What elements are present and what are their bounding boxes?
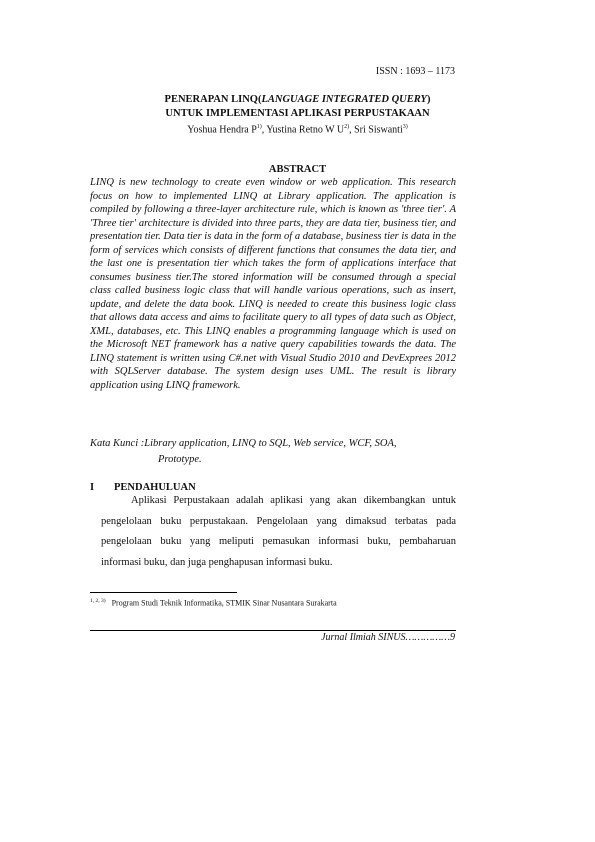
keywords-label: Kata Kunci : (90, 438, 145, 449)
footnote (90, 598, 337, 608)
author-2-name: , Yustina Retno W U (261, 124, 345, 136)
footer-divider (90, 630, 456, 631)
abstract-heading: ABSTRACT (268, 164, 327, 175)
title-italic-part: LANGUAGE INTEGRATED QUERY (261, 94, 427, 105)
journal-footer: Jurnal Ilmiah SINUS……………9 (321, 632, 455, 643)
keywords-line-2: Prototype. (158, 454, 202, 465)
section-title: PENDAHULUAN (114, 482, 196, 493)
keywords-line-1: Library application, LINQ to SQL, Web service, WCF, SOA, (144, 438, 397, 449)
footnote-marks: 1, 2, 3) (90, 598, 106, 604)
author-1-name: Yoshua Hendra P (187, 124, 257, 136)
paper-title-line-1 (0, 94, 595, 105)
footnote-text: Program Studi Teknik Informatika, STMIK Sinar Nusantara Surakarta (111, 598, 337, 608)
title-suffix: ) (426, 94, 431, 105)
section-body: Aplikasi Perpustakaan adalah aplikasi yang akan dikembangkan untuk pengelolaan buku perpustakaan. Pengelolaan yang dimaksud terbatas pada pengelolaan buku yang meliputi pemasukan informasi buku, pembaharuan informasi buku, dan juga penghapusan informasi buku. (101, 495, 456, 568)
author-3-name: , Sri Siswanti (349, 124, 403, 136)
section-number: I (90, 482, 95, 493)
author-3-affiliation-mark: 3) (402, 124, 408, 130)
abstract-body: LINQ is new technology to create even window or web application. This research focus on how to implemented LINQ at Library application. The application is compiled by following a three-layer architecture rule, which is known as 'three tier'. A 'Three tier' architecture is divided into three parts, they are data tier, business tier, and presentation tier. Data tier is data in the form of a database, business tier is data in the form of services which consists of different functions that consumes the data tier, and the last one is presentation tier which takes the form of applications interface that consumes business tier.The stored information will be consumed through a special class called business logic class that will handle various operations, such as insert, update, and delete the data book. LINQ is needed to create this business logic class that allows data access and aims to facilitate query to all types of data such as Object, XML, databases, etc. This LINQ enables a programming language which is used on the Microsoft NET framework has a native query capabilities towards the data. The LINQ statement is written using C#.net with Visual Studio 2010 and DevExprees 2012 with SQLServer database. The system design uses UML. The result is library application using LINQ framework. (90, 177, 456, 391)
author-2-affiliation-mark: 2) (344, 124, 350, 130)
author-1-affiliation-mark: 1) (256, 124, 262, 130)
issn-number: ISSN : 1693 – 1173 (375, 66, 455, 77)
paper-title-line-2: UNTUK IMPLEMENTASI APLIKASI PERPUSTAKAAN (165, 108, 430, 119)
title-prefix: PENERAPAN LINQ( (164, 94, 262, 105)
author-list (0, 124, 595, 135)
keywords (90, 436, 456, 468)
footnote-divider (90, 592, 237, 593)
